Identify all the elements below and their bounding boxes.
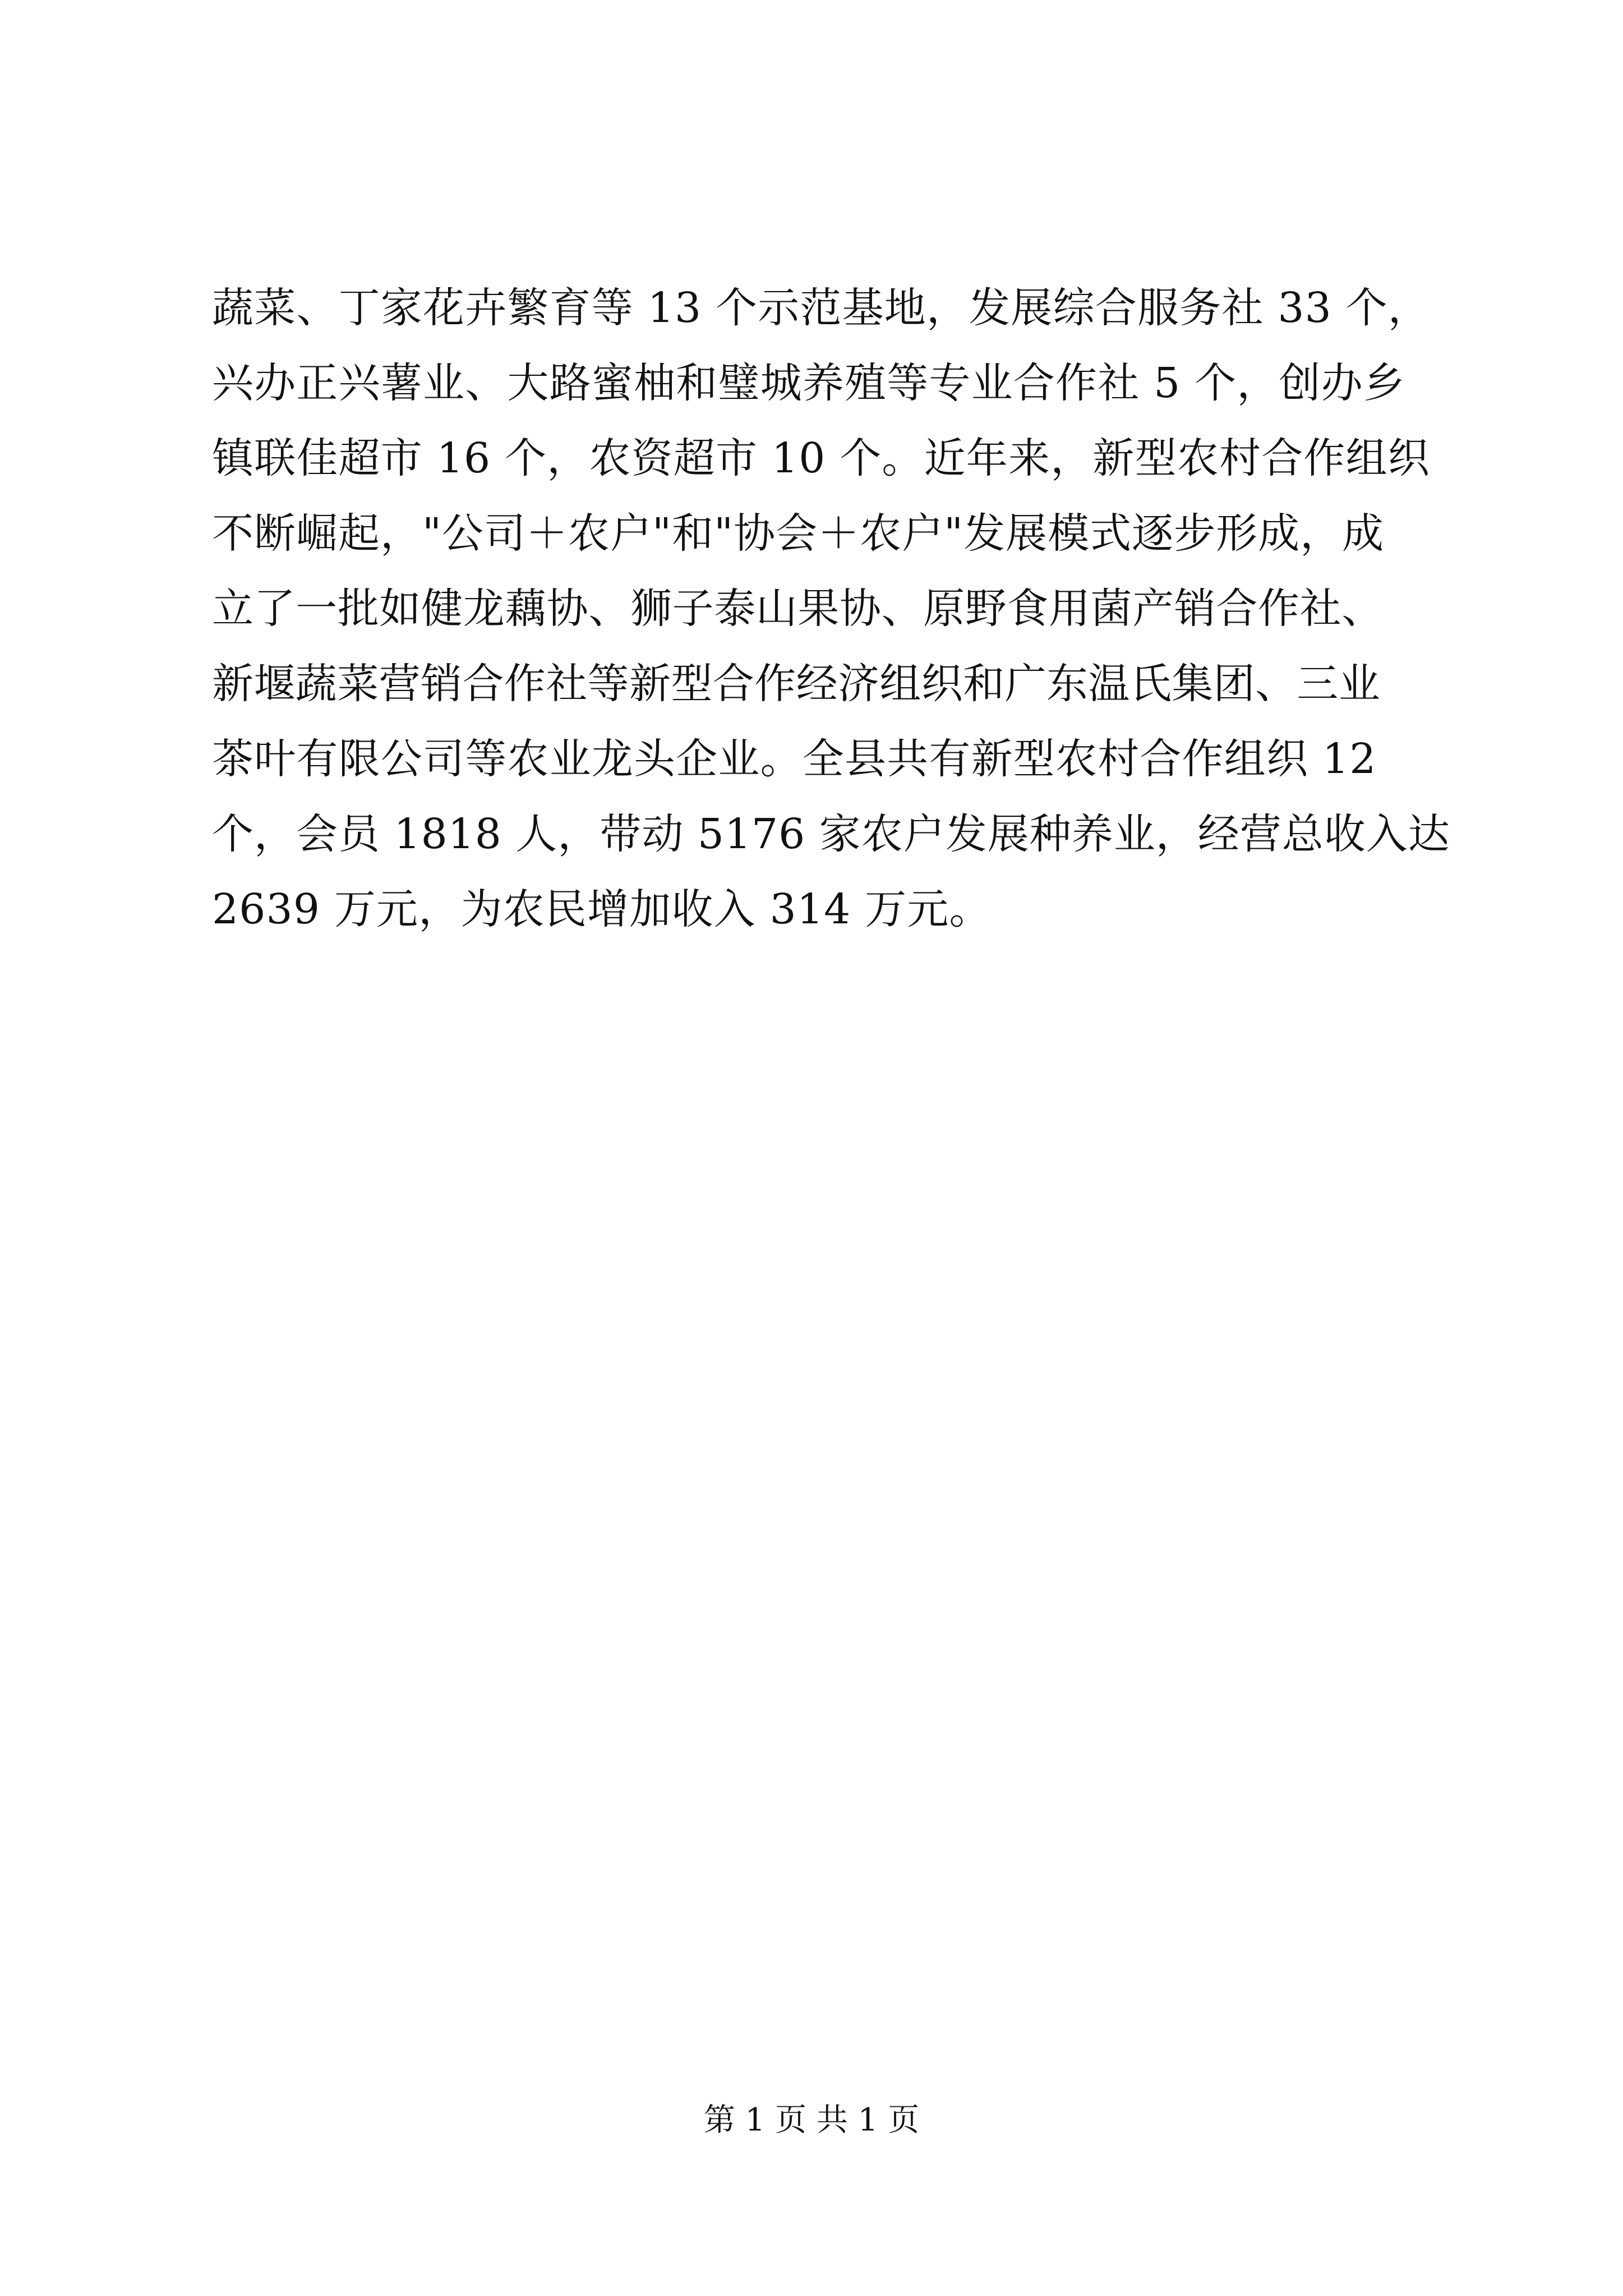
paragraph-line: 个，会员 1818 人，带动 5176 家农户发展种养业，经营总收入达 (212, 810, 1450, 858)
paragraph-line: 镇联佳超市 16 个，农资超市 10 个。近年来，新型农村合作组织 (212, 434, 1431, 482)
paragraph-line: 2639 万元，为农民增加收入 314 万元。 (212, 885, 992, 933)
paragraph-line: 兴办正兴薯业、大路蜜柚和璧城养殖等专业合作社 5 个，创办乡 (212, 359, 1406, 407)
paragraph-line: 立了一批如健龙藕协、狮子泰山果协、原野食用菌产销合作社、 (212, 585, 1384, 633)
paragraph-line: 新堰蔬菜营销合作社等新型合作经济组织和广东温氏集团、三业 (212, 660, 1381, 708)
page-footer: 第 1 页 共 1 页 (703, 2102, 920, 2138)
body-paragraph (212, 270, 1450, 947)
paragraph-line: 不断崛起，"公司＋农户"和"协会＋农户"发展模式逐步形成，成 (212, 509, 1385, 558)
paragraph-line: 蔬菜、丁家花卉繁育等 13 个示范基地，发展综合服务社 33 个， (212, 284, 1431, 332)
paragraph-line: 茶叶有限公司等农业龙头企业。全县共有新型农村合作组织 12 (212, 735, 1377, 783)
